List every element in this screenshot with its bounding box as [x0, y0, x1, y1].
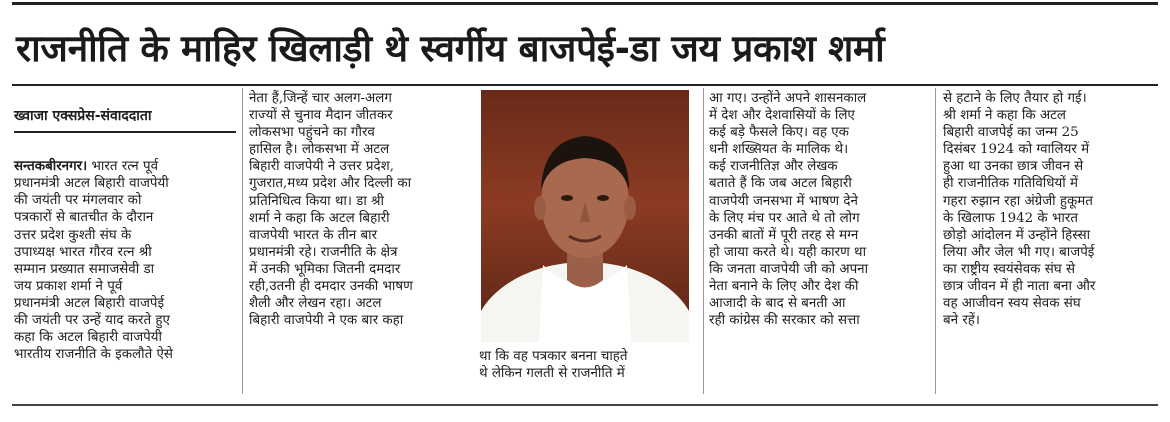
column-divider: [242, 88, 243, 394]
headline: राजनीति के माहिर खिलाड़ी थे स्वर्गीय बाजपेई-डा जय प्रकाश शर्मा: [16, 27, 885, 70]
headline-rule: [12, 84, 1158, 86]
column-divider: [935, 88, 936, 394]
top-rule: [12, 2, 1158, 5]
column-divider: [703, 88, 704, 394]
article-column-5: से हटाने के लिए तैयार हो गई। श्री शर्मा ने कहा कि अटल बिहारी वाजपेई का जन्म 25 दिसंबर 1924 को ग्वालियर में हुआ था उनका छात्र जीवन से ही राजनीतिक गतिविधियों में गहरा रुझान रहा अंग्रेजी हुकूमत के खिलाफ 1942 के भारत छोड़ो आंदोलन में उन्होंने हिस्सा लिया और जेल भी गए। बाजपेई का राष्ट्रीय स्वयंसेवक संघ से छात्र जीवन में ही नाता बना और वह आजीवन स्वय सेवक संघ बने रहें।: [943, 91, 1096, 329]
bottom-rule: [12, 404, 1158, 406]
portrait-photo: [481, 90, 689, 342]
article-column-4: आ गए। उन्होंने अपने शासनकाल में देश और देशवासियों के लिए कई बड़े फैसले किए। वह एक धनी शख्सियत के मालिक थे। कई राजनीतिज्ञ और लेखक बताते हैं कि जब अटल बिहारी वाजपेयी जनसभा में भाषण देने के लिए मंच पर आते थे तो लोग उनकी बातों में पूरी तरह से मग्न हो जाया करते थे। यही कारण था कि जनता वाजपेयी जी को अपना नेता बनाने के लिए और देश की आजादी के बाद से बनती आ रही कांग्रेस की सरकार को सत्ता: [709, 91, 869, 329]
byline: ख्वाजा एक्सप्रेस-संवाददाता: [14, 107, 236, 133]
article-text-1: भारत रत्न पूर्व प्रधानमंत्री अटल बिहारी वाजपेयी की जयंती पर मंगलवार को पत्रकारों से बातचीत के दौरान उत्तर प्रदेश कुश्ती संघ के उपाध्यक्ष भारत गौरव रत्न श्री सम्मान प्रख्यात समाजसेवी डा जय प्रकाश शर्मा ने पूर्व प्रधानमंत्री अटल बिहारी वाजपेई की जयंती पर उन्हें याद करते हुए कहा कि अटल बिहारी वाजपेयी भारतीय राजनीति के इकलौते ऐसे: [14, 159, 173, 363]
article-column-3: था कि वह पत्रकार बनना चाहते थे लेकिन गलती से राजनीति में: [479, 349, 628, 382]
dateline: सन्तकबीरनगर।: [14, 158, 88, 175]
portrait-illustration: [481, 90, 689, 342]
article-column-1: [14, 90, 236, 363]
article-column-2: नेता हैं,जिन्हें चार अलग-अलग राज्यों से चुनाव मैदान जीतकर लोकसभा पहुंचने का गौरव हासिल है। लोकसभा में अटल बिहारी वाजपेयी ने उत्तर प्रदेश, गुजरात,मध्य प्रदेश और दिल्ली का प्रतिनिधित्व किया था। डा श्री शर्मा ने कहा कि अटल बिहारी वाजपेयी भारत के तीन बार प्रधानमंत्री रहे। राजनीति के क्षेत्र में उनकी भूमिका जितनी दमदार रही,उतनी ही दमदार उनकी भाषण शैली और लेखन रहा। अटल बिहारी वाजपेयी ने एक बार कहा: [249, 91, 413, 329]
